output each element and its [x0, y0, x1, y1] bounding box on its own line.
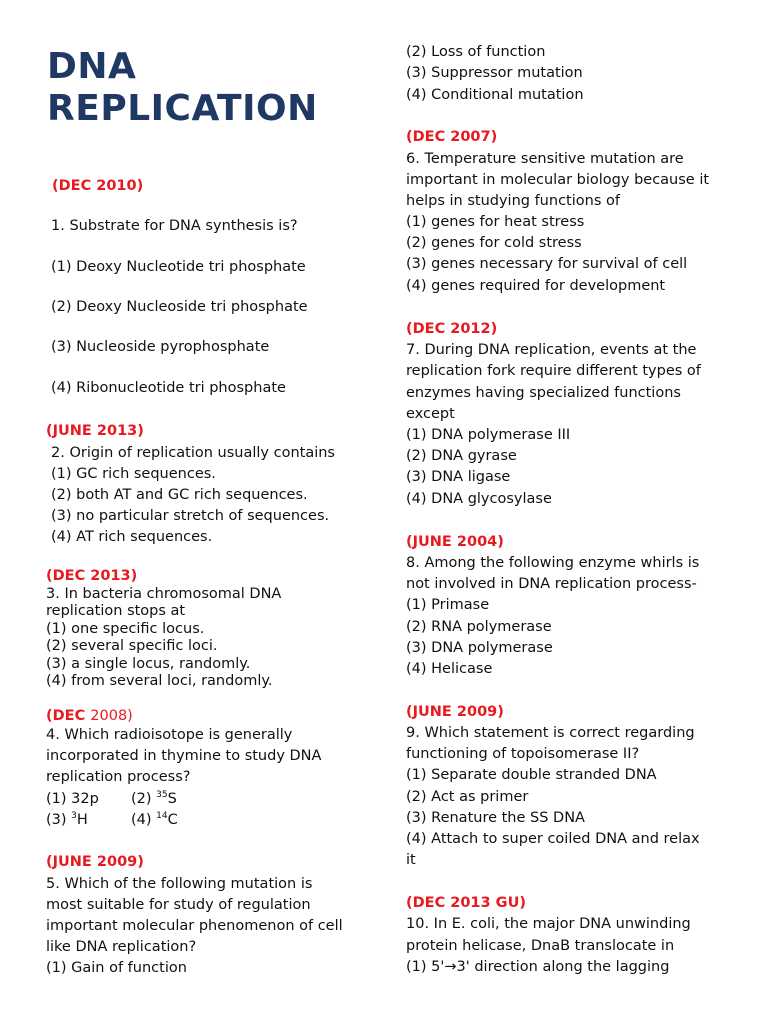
exam-heading-bold: (DEC	[46, 708, 91, 724]
exam-heading-year: 2008)	[90, 708, 133, 724]
question-text: helps in studying functions of	[406, 193, 620, 209]
answer-option: (4) from several loci, randomly.	[46, 673, 273, 689]
exam-heading	[46, 706, 133, 727]
question-text: 8. Among the following enzyme whirls is	[406, 555, 700, 571]
exam-heading: (DEC 2013)	[46, 568, 138, 584]
exam-heading: (JUNE 2004)	[406, 534, 504, 550]
question-text: 1. Substrate for DNA synthesis is?	[51, 218, 298, 234]
answer-option: (1) GC rich sequences.	[51, 466, 216, 482]
answer-option: (4) DNA glycosylase	[406, 491, 552, 507]
question-text: enzymes having specialized functions	[406, 385, 681, 401]
question-text: functioning of topoisomerase II?	[406, 746, 640, 762]
answer-option: (2) $^{35}$S	[131, 790, 177, 807]
answer-option: (1) genes for heat stress	[406, 214, 585, 230]
answer-option: (3) Suppressor mutation	[406, 65, 583, 81]
title-line-1: DNA	[47, 46, 137, 87]
question-text: like DNA replication?	[46, 939, 197, 955]
answer-option: (1) 5'→3' direction along the lagging	[406, 959, 670, 975]
question-text: 4. Which radioisotope is generally	[46, 727, 293, 743]
question-text: except	[406, 406, 455, 422]
answer-option: (3) Renature the SS DNA	[406, 810, 585, 826]
question-text: not involved in DNA replication process-	[406, 576, 697, 592]
exam-heading: (DEC 2010)	[52, 178, 144, 194]
question-text: replication process?	[46, 769, 191, 785]
question-text: 3. In bacteria chromosomal DNA	[46, 586, 282, 602]
answer-option: (3) genes necessary for survival of cell	[406, 256, 688, 272]
answer-option: (4) Helicase	[406, 661, 493, 677]
answer-option: (2) both AT and GC rich sequences.	[51, 487, 308, 503]
exam-heading: (DEC 2007)	[406, 129, 498, 145]
answer-option: (4) AT rich sequences.	[51, 529, 213, 545]
question-text: incorporated in thymine to study DNA	[46, 748, 322, 764]
answer-option: (2) Loss of function	[406, 44, 546, 60]
question-text: most suitable for study of regulation	[46, 897, 311, 913]
answer-option: (3) $^3$H	[46, 811, 88, 828]
answer-option: (1) Gain of function	[46, 960, 187, 976]
question-text: protein helicase, DnaB translocate in	[406, 938, 675, 954]
answer-option: (1) Deoxy Nucleotide tri phosphate	[51, 259, 306, 275]
answer-option: (1) one specific locus.	[46, 621, 205, 637]
answer-option: (2) genes for cold stress	[406, 235, 582, 251]
answer-option: (2) RNA polymerase	[406, 619, 552, 635]
answer-option: (1) DNA polymerase III	[406, 427, 571, 443]
answer-option: (1) Separate double stranded DNA	[406, 767, 657, 783]
answer-option: (1) Primase	[406, 597, 490, 613]
question-text: 2. Origin of replication usually contains	[51, 445, 335, 461]
exam-heading: (DEC 2013 GU)	[406, 895, 526, 911]
title-line-2: REPLICATION	[47, 88, 318, 129]
exam-heading: (JUNE 2009)	[46, 854, 144, 870]
answer-option: (3) no particular stretch of sequences.	[51, 508, 330, 524]
answer-option: (1) 32p	[46, 791, 99, 807]
question-text: replication stops at	[46, 603, 186, 619]
answer-option: (2) Act as primer	[406, 789, 529, 805]
exam-heading: (JUNE 2009)	[406, 704, 504, 720]
question-text: replication fork require different types of	[406, 363, 701, 379]
question-text: 9. Which statement is correct regarding	[406, 725, 695, 741]
question-text: 6. Temperature sensitive mutation are	[406, 151, 684, 167]
question-text: important in molecular biology because it	[406, 172, 710, 188]
exam-heading: (JUNE 2013)	[46, 423, 144, 439]
question-text: 10. In E. coli, the major DNA unwinding	[406, 916, 691, 932]
page-title	[47, 46, 318, 130]
question-text: 7. During DNA replication, events at the	[406, 342, 697, 358]
answer-option: (2) DNA gyrase	[406, 448, 517, 464]
exam-heading: (DEC 2012)	[406, 321, 498, 337]
question-text: important molecular phenomenon of cell	[46, 918, 343, 934]
answer-option-continued: it	[406, 852, 416, 868]
answer-option: (4) Conditional mutation	[406, 87, 584, 103]
answer-option: (2) Deoxy Nucleoside tri phosphate	[51, 299, 308, 315]
answer-option: (3) DNA ligase	[406, 469, 511, 485]
answer-option: (4) Ribonucleotide tri phosphate	[51, 380, 286, 396]
question-text: 5. Which of the following mutation is	[46, 876, 313, 892]
answer-option: (4) Attach to super coiled DNA and relax	[406, 831, 700, 847]
answer-option: (2) several specific loci.	[46, 638, 218, 654]
answer-option: (3) Nucleoside pyrophosphate	[51, 339, 270, 355]
answer-option: (4) genes required for development	[406, 278, 666, 294]
answer-option: (3) DNA polymerase	[406, 640, 553, 656]
answer-option: (4) $^{14}$C	[131, 811, 178, 828]
answer-option: (3) a single locus, randomly.	[46, 656, 251, 672]
